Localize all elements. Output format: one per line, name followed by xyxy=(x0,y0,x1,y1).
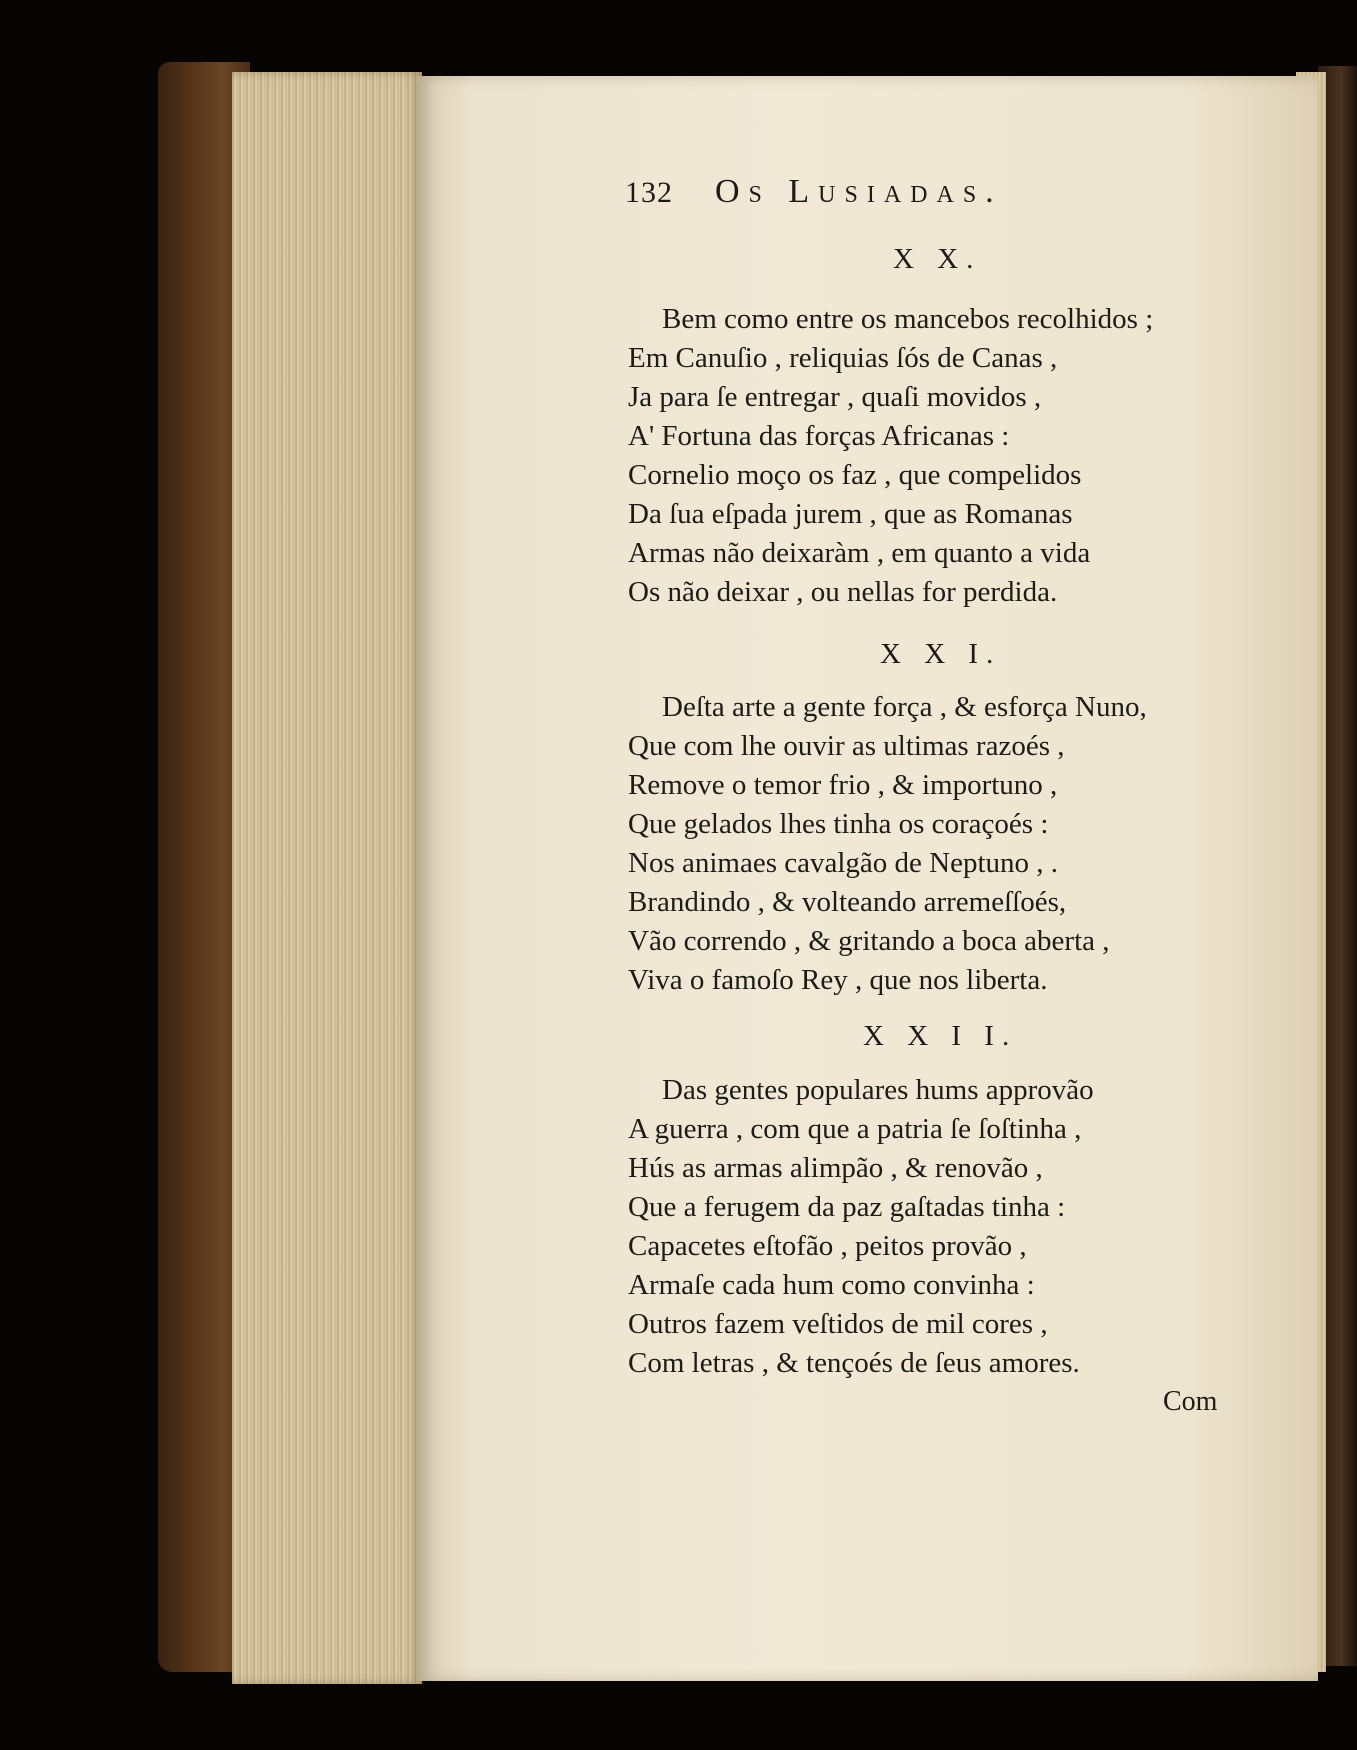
stanza-number: X X I. xyxy=(880,638,1002,670)
verse-line: Viva o famoſo Rey , que nos liberta. xyxy=(628,964,1048,996)
stanza xyxy=(628,688,1228,1000)
verse-line: Em Canuſio , reliquias ſós de Canas , xyxy=(628,342,1058,374)
verse-line: Hús as armas alimpão , & renovão , xyxy=(628,1152,1043,1184)
verse-line: Remove o temor frio , & importuno , xyxy=(628,769,1058,801)
verse-line: Armas não deixaràm , em quanto a vida xyxy=(628,537,1091,569)
verse-line: Ja para ſe entregar , quaſi movidos , xyxy=(628,381,1042,413)
stanza-number: X X I I. xyxy=(863,1020,1018,1052)
page-title: Os Lusiadas. xyxy=(715,173,1003,210)
verse-line: Que com lhe ouvir as ultimas razoés , xyxy=(628,730,1065,762)
verse-line: Das gentes populares hums approvão xyxy=(662,1074,1094,1106)
verse-line: Bem como entre os mancebos recolhidos ; xyxy=(662,303,1154,335)
verse-line: Vão correndo , & gritando a boca aberta , xyxy=(628,925,1110,957)
page-number: 132 xyxy=(625,176,673,209)
verse-line: Armaſe cada hum como convinha : xyxy=(628,1269,1035,1301)
verse-line: Brandindo , & volteando arremeſſoés, xyxy=(628,886,1067,918)
verse-line: Que gelados lhes tinha os coraçoés : xyxy=(628,808,1049,840)
verse-line: Outros fazem veſtidos de mil cores , xyxy=(628,1308,1048,1340)
running-head xyxy=(625,173,1105,223)
verse-line: Deſta arte a gente força , & esforça Nuno, xyxy=(662,691,1147,723)
catchword: Com xyxy=(1163,1386,1218,1417)
verse-line: Capacetes eſtofão , peitos provão , xyxy=(628,1230,1027,1262)
page-edges xyxy=(232,72,422,1684)
verse-line: Nos animaes cavalgão de Neptuno , . xyxy=(628,847,1059,879)
stanza-number: X X. xyxy=(893,243,982,275)
stanza xyxy=(628,300,1228,612)
verse-line: Os não deixar , ou nellas for perdida. xyxy=(628,576,1058,608)
verse-line: Da ſua eſpada jurem , que as Romanas xyxy=(628,498,1073,530)
verse-line: A guerra , com que a patria ſe ſoſtinha , xyxy=(628,1113,1082,1145)
verse-line: Cornelio moço os faz , que compelidos xyxy=(628,459,1082,491)
stanza xyxy=(628,1071,1228,1383)
verse-line: Com letras , & tençoés de ſeus amores. xyxy=(628,1347,1080,1379)
verse-line: A' Fortuna das forças Africanas : xyxy=(628,420,1010,452)
verse-line: Que a ferugem da paz gaſtadas tinha : xyxy=(628,1191,1066,1223)
